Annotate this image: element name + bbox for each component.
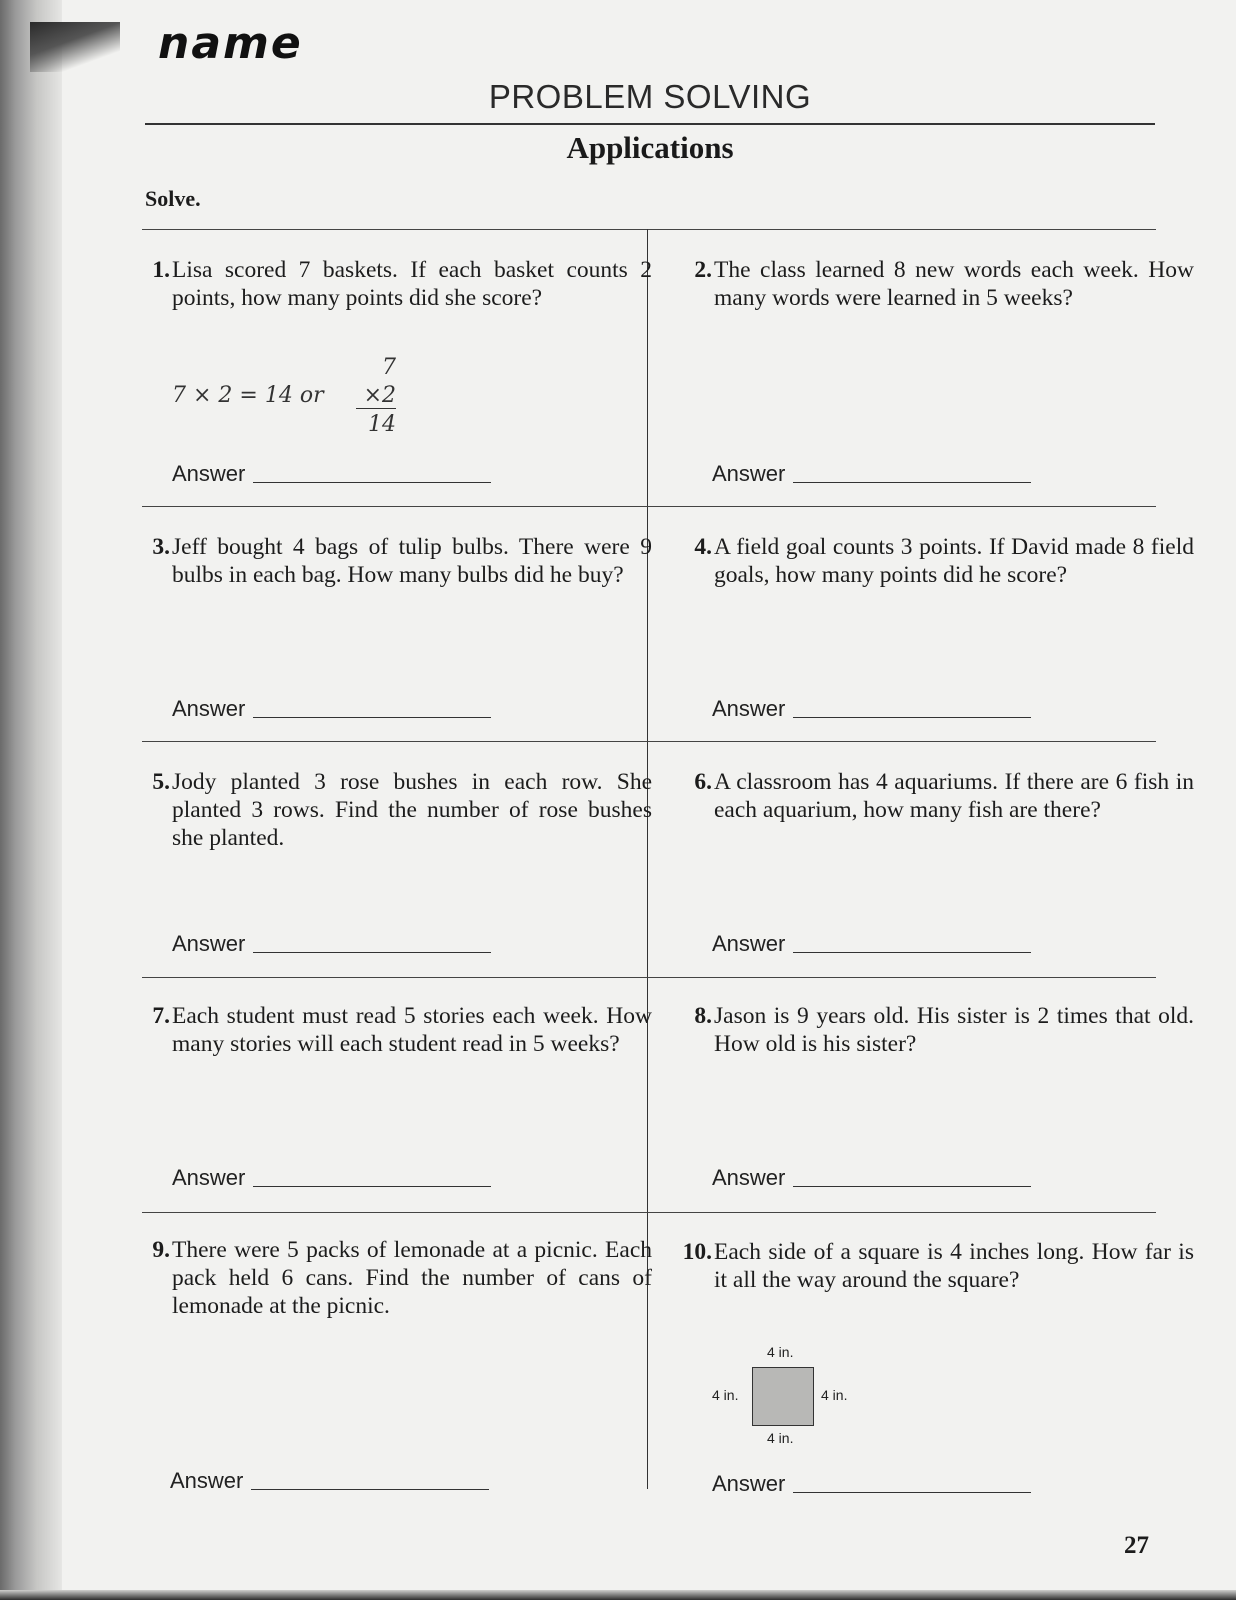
answer-blank[interactable] <box>253 1185 491 1187</box>
problem-text: Jody planted 3 rose bushes in each row. She planted 3 rows. Find the number of rose bushes she planted. <box>172 769 652 851</box>
problem-text: Jason is 9 years old. His sister is 2 times that old. How old is his sister? <box>714 1003 1194 1057</box>
answer-1 <box>172 461 491 487</box>
bottom-edge-shadow <box>0 1590 1236 1600</box>
answer-blank[interactable] <box>793 1491 1031 1493</box>
square-label-bottom: 4 in. <box>767 1430 794 1446</box>
answer-label: Answer <box>712 461 786 486</box>
problem-4 <box>694 533 1194 589</box>
page-subtitle: Applications <box>566 130 734 165</box>
problem-10 <box>682 1238 1194 1294</box>
problem-text: A field goal counts 3 points. If David made 8 field goals, how many points did he score? <box>714 534 1194 588</box>
answer-blank[interactable] <box>253 481 491 483</box>
answer-10 <box>712 1471 1031 1497</box>
answer-blank[interactable] <box>253 951 491 953</box>
grid-row-divider <box>142 741 1156 742</box>
answer-9 <box>170 1468 489 1494</box>
answer-label: Answer <box>172 931 246 956</box>
problem-6 <box>694 768 1194 824</box>
page-corner-shadow <box>30 22 120 72</box>
answer-label: Answer <box>170 1468 244 1493</box>
answer-label: Answer <box>172 461 246 486</box>
answer-blank[interactable] <box>793 716 1031 718</box>
answer-7 <box>172 1165 491 1191</box>
stack-top: 7 <box>382 355 396 380</box>
problem-number: 8. <box>694 1003 712 1029</box>
title-rule <box>145 123 1155 125</box>
problem-1 <box>152 256 652 312</box>
answer-blank[interactable] <box>793 1185 1031 1187</box>
grid-row-divider <box>142 1212 1156 1213</box>
answer-label: Answer <box>172 1165 246 1190</box>
problem-text: The class learned 8 new words each week. How many words were learned in 5 weeks? <box>714 257 1194 311</box>
instruction: Solve. <box>145 186 201 211</box>
problem-text: A classroom has 4 aquariums. If there are 6 fish in each aquarium, how many fish are there? <box>714 769 1194 823</box>
problem-number: 5. <box>152 769 170 795</box>
grid-row-divider <box>142 977 1156 978</box>
answer-label: Answer <box>712 696 786 721</box>
problem-number: 9. <box>152 1237 170 1263</box>
problem-text: There were 5 packs of lemonade at a picnic. Each pack held 6 cans. Find the number of cans of lemonade at the picnic. <box>172 1237 652 1319</box>
answer-blank[interactable] <box>251 1488 489 1490</box>
problem-number: 4. <box>694 534 712 560</box>
answer-5 <box>172 931 491 957</box>
answer-4 <box>712 696 1031 722</box>
stack-multiplier: ×2 <box>356 383 396 409</box>
problem-number: 2. <box>694 257 712 283</box>
answer-label: Answer <box>712 931 786 956</box>
problem-5 <box>152 768 652 852</box>
answer-blank[interactable] <box>253 716 491 718</box>
problem-text: Each side of a square is 4 inches long. How far is it all the way around the square? <box>714 1239 1194 1293</box>
problem-text: Lisa scored 7 baskets. If each basket counts 2 points, how many points did she score? <box>172 257 652 311</box>
problem-text: Each student must read 5 stories each week. How many stories will each student read in 5 weeks? <box>172 1003 652 1057</box>
answer-label: Answer <box>172 696 246 721</box>
answer-blank[interactable] <box>793 951 1031 953</box>
answer-8 <box>712 1165 1031 1191</box>
example-equation: 7 × 2 = 14 or <box>172 383 324 408</box>
grid-row-divider <box>142 506 1156 507</box>
answer-6 <box>712 931 1031 957</box>
problem-number: 6. <box>694 769 712 795</box>
square-label-left: 4 in. <box>712 1387 739 1403</box>
problem-number: 3. <box>152 534 170 560</box>
problem-number: 10. <box>682 1239 712 1265</box>
handwritten-name: name <box>158 18 303 69</box>
problem-text: Jeff bought 4 bags of tulip bulbs. There were 9 bulbs in each bag. How many bulbs did he buy? <box>172 534 652 588</box>
stack-product: 14 <box>368 412 396 437</box>
problem-9 <box>152 1236 652 1320</box>
grid-top-rule <box>142 229 1156 230</box>
problem-8 <box>694 1002 1194 1058</box>
page-number: 27 <box>1124 1532 1149 1559</box>
square-label-top: 4 in. <box>767 1344 794 1360</box>
answer-label: Answer <box>712 1471 786 1496</box>
answer-2 <box>712 461 1031 487</box>
square-diagram <box>752 1367 814 1426</box>
problem-7 <box>152 1002 652 1058</box>
problem-number: 1. <box>152 257 170 283</box>
binding-shadow <box>0 0 62 1600</box>
page-title: PROBLEM SOLVING <box>488 78 812 115</box>
answer-3 <box>172 696 491 722</box>
problem-3 <box>152 533 652 589</box>
square-label-right: 4 in. <box>821 1387 848 1403</box>
answer-blank[interactable] <box>793 481 1031 483</box>
problem-2 <box>694 256 1194 312</box>
example-work <box>172 383 324 408</box>
problem-number: 7. <box>152 1003 170 1029</box>
answer-label: Answer <box>712 1165 786 1190</box>
